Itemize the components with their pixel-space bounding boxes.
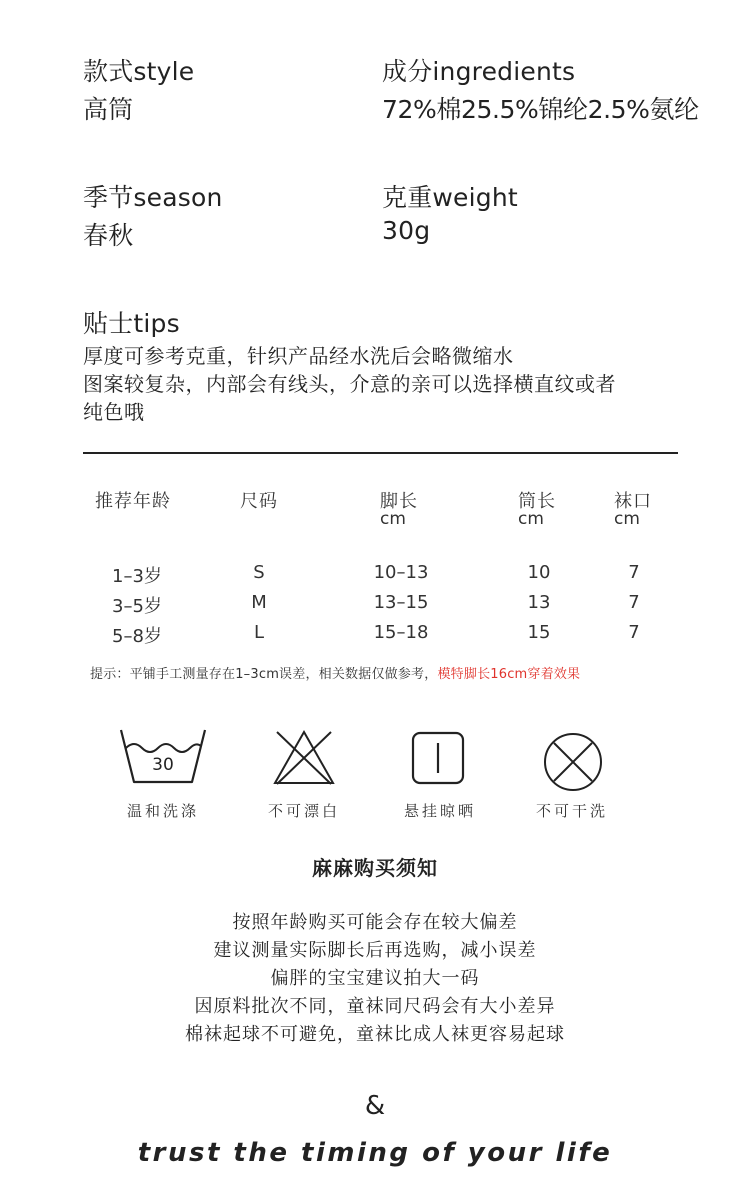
tips-line: 图案较复杂，内部会有线头，介意的亲可以选择横直纹或者 <box>83 372 616 396</box>
hang-dry-icon <box>411 731 465 785</box>
table-cell: 3–5岁 <box>112 596 162 617</box>
table-cell: 15 <box>527 622 551 643</box>
table-cell: 7 <box>628 592 640 613</box>
section-divider <box>83 452 678 454</box>
table-cell: 7 <box>628 562 640 583</box>
table-header-leg-length-unit: cm <box>518 509 544 529</box>
measurement-note-highlight: 模特脚长16cm穿着效果 <box>437 667 581 682</box>
table-cell: 13 <box>527 592 551 613</box>
table-cell: 5–8岁 <box>112 626 162 647</box>
table-header-leg-length: 筒长 <box>518 491 556 512</box>
table-cell: 10–13 <box>373 562 429 583</box>
notice-line: 因原料批次不同，童袜同尺码会有大小差异 <box>194 996 556 1017</box>
notice-line: 建议测量实际脚长后再选购，减小误差 <box>213 940 537 961</box>
measurement-note-text: 提示：平铺手工测量存在1–3cm误差，相关数据仅做参考， <box>90 667 438 682</box>
season-value: 春秋 <box>83 221 134 250</box>
style-label: 款式style <box>83 57 195 86</box>
weight-label: 克重weight <box>382 183 518 212</box>
ingredients-label: 成分ingredients <box>382 57 576 86</box>
care-label-hang-dry: 悬挂晾晒 <box>403 802 476 820</box>
season-label: 季节season <box>83 183 223 212</box>
notice-line: 偏胖的宝宝建议拍大一码 <box>270 968 480 989</box>
style-value: 高筒 <box>83 95 134 124</box>
table-cell: S <box>253 562 265 583</box>
table-cell: 15–18 <box>373 622 429 643</box>
table-cell: M <box>251 592 267 613</box>
wash-temp-label: 30 <box>152 755 174 775</box>
weight-value: 30g <box>382 216 431 245</box>
table-header-foot-length-unit: cm <box>380 509 406 529</box>
notice-title: 麻麻购买须知 <box>312 856 438 880</box>
no-dry-clean-icon <box>542 731 604 793</box>
care-label-no-bleach: 不可漂白 <box>267 802 340 820</box>
care-label-wash: 温和洗涤 <box>126 802 199 820</box>
table-header-foot-length: 脚长 <box>380 491 418 512</box>
tips-line: 厚度可参考克重，针织产品经水洗后会略微缩水 <box>83 344 514 368</box>
table-cell: L <box>253 622 265 643</box>
table-header-size: 尺码 <box>240 491 278 512</box>
measurement-note <box>90 663 580 682</box>
wash-30-icon <box>118 726 208 788</box>
table-header-cuff-unit: cm <box>614 509 640 529</box>
notice-line: 按照年龄购买可能会存在较大偏差 <box>232 912 518 933</box>
table-header-cuff: 袜口 <box>614 491 652 512</box>
ingredients-value: 72%棉25.5%锦纶2.5%氨纶 <box>382 95 699 124</box>
table-cell: 10 <box>527 562 551 583</box>
care-label-no-dry-clean: 不可干洗 <box>535 802 608 820</box>
table-cell: 1–3岁 <box>112 566 162 587</box>
tips-line: 纯色哦 <box>83 400 145 424</box>
table-header-age: 推荐年龄 <box>95 491 171 512</box>
motto: trust the timing of your life <box>137 1138 613 1168</box>
no-bleach-icon <box>272 728 336 786</box>
table-cell: 7 <box>628 622 640 643</box>
tips-label: 贴士tips <box>83 309 180 338</box>
notice-line: 棉袜起球不可避免，童袜比成人袜更容易起球 <box>185 1024 565 1045</box>
ampersand: & <box>364 1091 386 1121</box>
table-cell: 13–15 <box>373 592 429 613</box>
